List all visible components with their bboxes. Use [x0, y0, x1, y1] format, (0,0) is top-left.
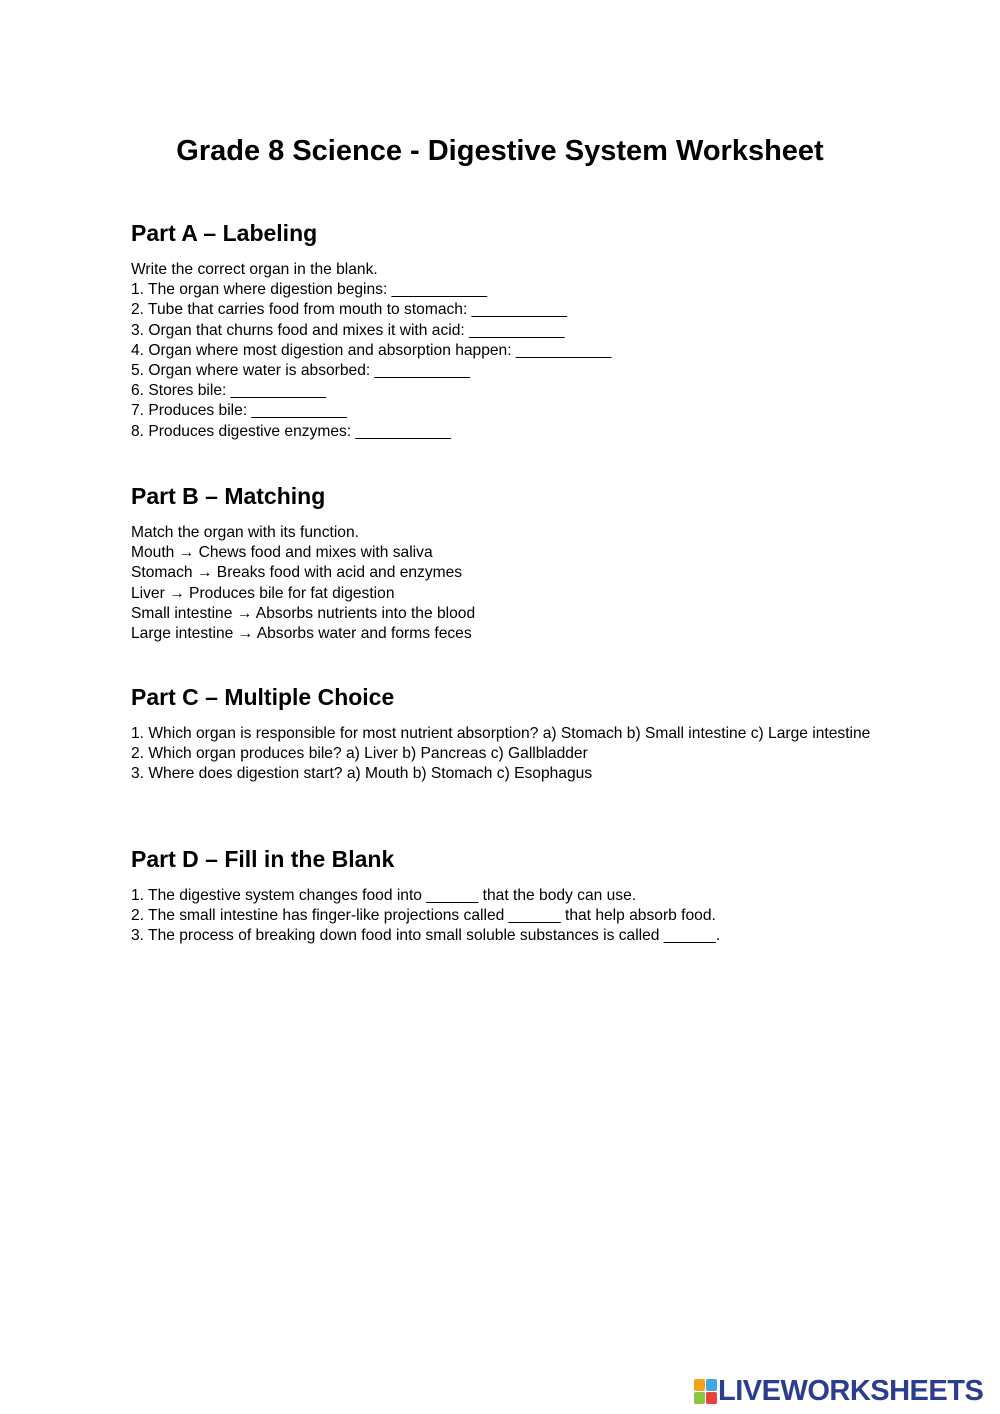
- question-line: 4. Organ where most digestion and absorption happen: ___________: [131, 341, 612, 359]
- part-c-heading: Part C – Multiple Choice: [131, 684, 395, 710]
- question-line: 7. Produces bile: ___________: [131, 402, 347, 420]
- part-c-lines: [131, 724, 871, 785]
- instruction-line: Match the organ with its function.: [131, 524, 359, 541]
- matching-line: Large intestine → Absorbs water and forms feces: [131, 625, 472, 643]
- page-title: Grade 8 Science - Digestive System Worksheet: [176, 135, 824, 167]
- matching-line: Mouth → Chews food and mixes with saliva: [131, 544, 433, 562]
- part-a-heading: Part A – Labeling: [131, 220, 318, 246]
- logo-text: LIVEWORKSHEETS: [718, 1374, 984, 1407]
- matching-line: Liver → Produces bile for fat digestion: [131, 584, 395, 602]
- part-b-heading: Part B – Matching: [131, 483, 326, 509]
- part-c-section: [131, 682, 871, 785]
- part-d-lines: [131, 886, 871, 947]
- question-line: 2. Which organ produces bile? a) Liver b) Pancreas c) Gallbladder: [131, 745, 588, 763]
- question-line: 2. Tube that carries food from mouth to stomach: ___________: [131, 301, 568, 319]
- question-line: 1. Which organ is responsible for most nutrient absorption? a) Stomach b) Small intestine c) Large intestine: [131, 725, 871, 742]
- question-line: 2. The small intestine has finger-like projections called ______ that help absorb food.: [131, 907, 716, 925]
- question-line: 3. Organ that churns food and mixes it with acid: ___________: [131, 321, 565, 339]
- part-d-section: [131, 844, 871, 947]
- part-a-lines: [131, 260, 871, 442]
- question-line: 8. Produces digestive enzymes: ___________: [131, 422, 451, 440]
- part-d-heading: Part D – Fill in the Blank: [131, 846, 395, 872]
- liveworksheets-logo-icon: [694, 1379, 716, 1403]
- question-line: 5. Organ where water is absorbed: ___________: [131, 362, 470, 380]
- matching-line: Stomach → Breaks food with acid and enzymes: [131, 564, 463, 582]
- matching-line: Small intestine → Absorbs nutrients into the blood: [131, 604, 476, 622]
- liveworksheets-logo: [694, 1374, 983, 1408]
- question-line: 3. The process of breaking down food into small soluble substances is called ______.: [131, 927, 721, 945]
- part-b-section: [131, 481, 871, 644]
- question-line: 6. Stores bile: ___________: [131, 382, 327, 400]
- part-b-lines: [131, 523, 871, 644]
- question-line: 1. The digestive system changes food into ______ that the body can use.: [131, 887, 637, 904]
- question-line: 3. Where does digestion start? a) Mouth b) Stomach c) Esophagus: [131, 765, 593, 783]
- question-line: 1. The organ where digestion begins: ___________: [131, 281, 488, 299]
- part-a-section: [131, 218, 871, 442]
- instruction-line: Write the correct organ in the blank.: [131, 261, 378, 278]
